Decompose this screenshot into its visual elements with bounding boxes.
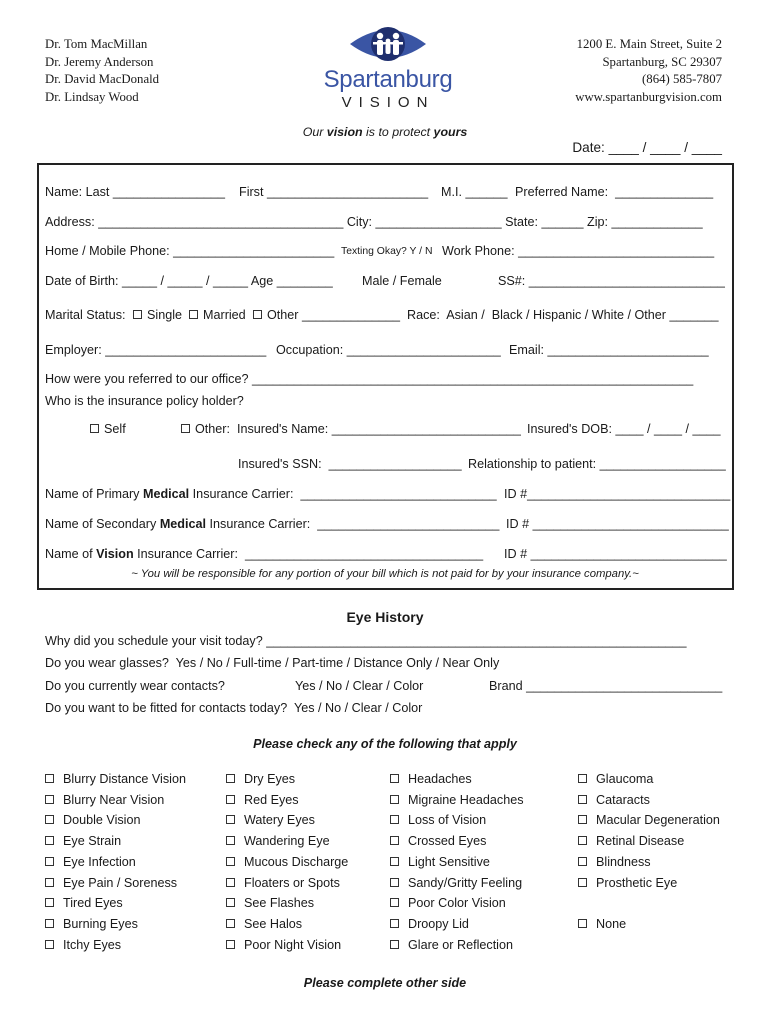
- symptom-label: Blurry Near Vision: [63, 792, 165, 807]
- symptom-checkbox-item[interactable]: [390, 793, 524, 807]
- symptom-label: Eye Pain / Soreness: [63, 875, 178, 890]
- symptom-checkbox-item[interactable]: [45, 938, 121, 952]
- symptom-label: Poor Color Vision: [408, 896, 506, 911]
- tagline-bold: yours: [433, 125, 468, 139]
- sex-option[interactable]: Male / Female: [362, 274, 442, 288]
- check-instructions: Please check any of the following that apply: [253, 737, 517, 751]
- marital-other-option[interactable]: [253, 308, 400, 322]
- contacts-options[interactable]: Yes / No / Clear / Color: [295, 679, 424, 693]
- marital-married-option[interactable]: [189, 308, 246, 322]
- checkbox-icon[interactable]: [226, 774, 235, 783]
- field-label: Name of Primary: [45, 487, 143, 501]
- email-field[interactable]: Email: _______________________: [509, 343, 709, 357]
- checkbox-icon[interactable]: [226, 795, 235, 804]
- checkbox-icon[interactable]: [45, 774, 54, 783]
- contacts-fitting-question[interactable]: Do you want to be fitted for contacts today? Yes / No / Clear / Color: [45, 701, 423, 715]
- work-phone-field[interactable]: Work Phone: ____________________________: [442, 244, 715, 258]
- symptom-label: Blindness: [596, 854, 651, 869]
- symptom-label: Light Sensitive: [408, 854, 490, 869]
- checkbox-icon[interactable]: [578, 795, 587, 804]
- symptom-checkbox-item[interactable]: [578, 834, 684, 848]
- glasses-question[interactable]: Do you wear glasses? Yes / No / Full-time / Part-time / Distance Only / Near Only: [45, 656, 500, 670]
- checkbox-icon[interactable]: [226, 940, 235, 949]
- symptom-label: Glaucoma: [596, 772, 654, 786]
- checkbox-icon[interactable]: [226, 878, 235, 887]
- secondary-medical-carrier-field[interactable]: [45, 517, 499, 531]
- checkbox-icon[interactable]: [90, 424, 99, 433]
- checkbox-icon[interactable]: [390, 836, 399, 845]
- symptom-checkbox-item[interactable]: [578, 855, 651, 869]
- symptom-checkbox-item[interactable]: [226, 813, 315, 827]
- marital-single-option[interactable]: [133, 308, 182, 322]
- policy-holder-other-option[interactable]: [181, 422, 521, 436]
- symptom-label: Loss of Vision: [408, 813, 487, 828]
- doctor-name: Dr. Lindsay Wood: [45, 89, 139, 104]
- checkbox-icon[interactable]: [45, 857, 54, 866]
- doctor-list: [45, 36, 159, 106]
- option-label: Married: [203, 308, 246, 322]
- symptom-checkbox-item[interactable]: [45, 917, 138, 931]
- symptom-checkbox-item[interactable]: [226, 896, 314, 910]
- symptom-checkbox-item[interactable]: [226, 834, 330, 848]
- checkbox-icon[interactable]: [45, 795, 54, 804]
- symptom-checkbox-item[interactable]: [390, 855, 490, 869]
- symptom-checkbox-item[interactable]: [226, 793, 299, 807]
- symptom-label: Mucous Discharge: [244, 854, 349, 869]
- symptom-checkbox-item[interactable]: [45, 855, 136, 869]
- tagline-bold: vision: [326, 125, 363, 139]
- date-field[interactable]: Date: ____ / ____ / ____: [572, 140, 722, 155]
- symptom-label: Macular Degeneration: [596, 813, 720, 828]
- checkbox-icon[interactable]: [390, 795, 399, 804]
- symptom-checkbox-item[interactable]: [226, 938, 341, 952]
- field-label: Name of Secondary: [45, 517, 160, 531]
- symptom-label: Burning Eyes: [63, 916, 138, 931]
- symptom-label: Cataracts: [596, 792, 650, 807]
- eye-history-title: Eye History: [346, 609, 424, 625]
- checkbox-icon[interactable]: [45, 878, 54, 887]
- symptom-checkbox-item[interactable]: [45, 834, 121, 848]
- secondary-medical-id-field[interactable]: ID # ____________________________: [506, 517, 729, 531]
- symptom-checkbox-item[interactable]: [578, 876, 677, 890]
- phone-number: (864) 585-7807: [642, 72, 722, 86]
- policy-holder-question: Who is the insurance policy holder?: [45, 394, 244, 408]
- insured-dob-field[interactable]: Insured's DOB: ____ / ____ / ____: [527, 422, 721, 436]
- symptom-label: Retinal Disease: [596, 834, 685, 849]
- policy-holder-self-option[interactable]: [90, 422, 126, 436]
- checkbox-icon[interactable]: [578, 774, 587, 783]
- symptom-checkbox-item[interactable]: [390, 834, 486, 848]
- ssn-field[interactable]: SS#: ____________________________: [498, 274, 725, 288]
- checkbox-icon[interactable]: [578, 878, 587, 887]
- doctor-name: Dr. Jeremy Anderson: [45, 54, 154, 69]
- preferred-name-field[interactable]: Preferred Name: ______________: [515, 185, 714, 199]
- referral-field[interactable]: How were you referred to our office? _______________________________________________________________: [45, 372, 694, 386]
- checkbox-icon[interactable]: [390, 919, 399, 928]
- checkbox-icon[interactable]: [390, 940, 399, 949]
- tagline-text: is to protect: [362, 125, 434, 139]
- symptom-label: See Flashes: [244, 896, 315, 911]
- address-line: 1200 E. Main Street, Suite 2: [576, 37, 722, 51]
- primary-medical-id-field[interactable]: ID #_____________________________: [504, 487, 731, 501]
- symptom-checkbox-item[interactable]: [226, 917, 302, 931]
- checkbox-icon[interactable]: [189, 310, 198, 319]
- symptom-label: Itchy Eyes: [63, 937, 122, 952]
- checkbox-icon[interactable]: [45, 815, 54, 824]
- symptom-label: Eye Strain: [63, 834, 122, 849]
- checkbox-icon[interactable]: [390, 898, 399, 907]
- checkbox-icon[interactable]: [45, 940, 54, 949]
- symptom-checkbox-item[interactable]: [578, 813, 720, 827]
- symptom-checkbox-item[interactable]: [226, 876, 340, 890]
- last-name-field[interactable]: Name: Last ________________: [45, 185, 225, 199]
- symptom-checkbox-item[interactable]: [45, 772, 186, 786]
- checkbox-icon[interactable]: [45, 919, 54, 928]
- date-of-birth-field[interactable]: Date of Birth: _____ / _____ / _____ Age ________: [45, 274, 333, 288]
- option-label: Self: [104, 422, 126, 436]
- marital-status-label: Marital Status:: [45, 308, 126, 322]
- page-footer-note: Please complete other side: [303, 976, 467, 990]
- tagline: [0, 125, 770, 139]
- symptom-checkbox-item[interactable]: [45, 876, 177, 890]
- field-label-bold: Medical: [159, 517, 207, 531]
- symptom-checkbox-item[interactable]: [578, 793, 650, 807]
- option-label: Other ______________: [267, 308, 401, 322]
- race-field[interactable]: Race: Asian / Black / Hispanic / White / Other _______: [407, 308, 719, 322]
- symptom-label: Headaches: [408, 772, 472, 786]
- symptom-label: Blurry Distance Vision: [63, 772, 186, 786]
- contacts-brand-field[interactable]: Brand ____________________________: [489, 679, 723, 693]
- family-eye-icon: [318, 22, 458, 66]
- visit-reason-field[interactable]: Why did you schedule your visit today? ____________________________________________________________: [45, 634, 687, 648]
- symptom-label: Dry Eyes: [244, 772, 296, 786]
- symptom-checkbox-item[interactable]: [45, 896, 123, 910]
- checkbox-icon[interactable]: [390, 857, 399, 866]
- option-label: Single: [147, 308, 183, 322]
- symptom-label: Crossed Eyes: [408, 834, 487, 849]
- symptom-checkbox-item[interactable]: [578, 917, 626, 931]
- field-label: Insurance Carrier: __________________________________: [133, 547, 484, 561]
- checkbox-icon[interactable]: [181, 424, 190, 433]
- symptom-label: Droopy Lid: [408, 916, 469, 931]
- symptom-label: Double Vision: [63, 813, 141, 828]
- checkbox-icon[interactable]: [390, 815, 399, 824]
- checkbox-icon[interactable]: [45, 836, 54, 845]
- checkbox-icon[interactable]: [226, 836, 235, 845]
- address-line: Spartanburg, SC 29307: [602, 54, 722, 69]
- checkbox-icon[interactable]: [578, 836, 587, 845]
- symptom-label: Tired Eyes: [63, 896, 123, 911]
- field-label: Name of: [45, 547, 97, 561]
- symptom-checkbox-item[interactable]: [390, 813, 486, 827]
- symptom-label: Eye Infection: [63, 854, 136, 869]
- texting-okay-option[interactable]: Texting Okay? Y / N: [341, 246, 433, 257]
- checkbox-icon[interactable]: [578, 919, 587, 928]
- checkbox-icon[interactable]: [45, 898, 54, 907]
- occupation-field[interactable]: Occupation: ______________________: [276, 343, 501, 357]
- symptom-label: Poor Night Vision: [244, 937, 342, 952]
- checkbox-icon[interactable]: [578, 857, 587, 866]
- contacts-question: Do you currently wear contacts?: [45, 679, 225, 693]
- checkbox-icon[interactable]: [253, 310, 262, 319]
- first-name-field[interactable]: First _______________________: [239, 185, 429, 199]
- field-label-bold: Medical: [142, 487, 190, 501]
- vision-id-field[interactable]: ID # ____________________________: [504, 547, 727, 561]
- practice-logo: [318, 22, 458, 114]
- vision-carrier-field[interactable]: [45, 547, 483, 561]
- field-label: Insurance Carrier: ____________________________: [189, 487, 497, 501]
- checkbox-icon[interactable]: [390, 774, 399, 783]
- option-label: Other: Insured's Name: ___________________________: [195, 422, 521, 436]
- checkbox-icon[interactable]: [226, 898, 235, 907]
- middle-initial-field[interactable]: M.I. ______: [441, 185, 508, 199]
- symptom-checkbox-item[interactable]: [45, 813, 140, 827]
- insured-ssn-field[interactable]: Insured's SSN: ___________________: [238, 457, 462, 471]
- symptom-label: Red Eyes: [244, 792, 299, 807]
- practice-address: [575, 36, 722, 106]
- checkbox-icon[interactable]: [226, 857, 235, 866]
- symptom-label: Floaters or Spots: [244, 875, 340, 890]
- relationship-field[interactable]: Relationship to patient: __________________: [468, 457, 726, 471]
- symptom-checkbox-item[interactable]: [226, 772, 295, 786]
- doctor-name: Dr. David MacDonald: [45, 72, 160, 86]
- checkbox-icon[interactable]: [226, 815, 235, 824]
- address-field[interactable]: Address: ___________________________________ City: __________________ State: ______ Zip: _____________: [45, 215, 703, 229]
- symptom-label: See Halos: [244, 916, 303, 931]
- symptom-label: Prosthetic Eye: [596, 875, 678, 890]
- symptom-label: None: [596, 916, 627, 931]
- symptom-checkbox-item[interactable]: [390, 772, 472, 786]
- checkbox-icon[interactable]: [390, 878, 399, 887]
- symptom-label: Glare or Reflection: [408, 937, 513, 952]
- checkbox-icon[interactable]: [133, 310, 142, 319]
- symptom-label: Watery Eyes: [244, 813, 315, 828]
- symptom-checkbox-item[interactable]: [578, 772, 653, 786]
- checkbox-icon[interactable]: [226, 919, 235, 928]
- symptom-checkbox-item[interactable]: [390, 896, 506, 910]
- symptom-checkbox-item[interactable]: [45, 793, 164, 807]
- logo-name: Spartanburg: [323, 66, 453, 93]
- field-label: Insurance Carrier: __________________________: [206, 517, 500, 531]
- symptom-checkbox-item[interactable]: [390, 938, 513, 952]
- home-phone-field[interactable]: Home / Mobile Phone: _______________________: [45, 244, 335, 258]
- billing-notice: ~ You will be responsible for any portion of your bill which is not paid for by your insurance company.~: [131, 568, 639, 580]
- primary-medical-carrier-field[interactable]: [45, 487, 497, 501]
- symptom-checkbox-item[interactable]: [390, 876, 522, 890]
- logo-subtitle: VISION: [341, 94, 435, 111]
- symptom-label: Sandy/Gritty Feeling: [408, 875, 523, 890]
- tagline-text: Our: [302, 125, 327, 139]
- symptom-label: Migraine Headaches: [408, 792, 524, 807]
- doctor-name: Dr. Tom MacMillan: [45, 37, 148, 51]
- symptom-label: Wandering Eye: [244, 834, 330, 849]
- field-label-bold: Vision: [96, 547, 134, 561]
- website-link: www.spartanburgvision.com: [575, 89, 722, 104]
- checkbox-icon[interactable]: [578, 815, 587, 824]
- symptom-checkbox-item[interactable]: [226, 855, 348, 869]
- employer-field[interactable]: Employer: _______________________: [45, 343, 267, 357]
- symptom-checkbox-item[interactable]: [390, 917, 469, 931]
